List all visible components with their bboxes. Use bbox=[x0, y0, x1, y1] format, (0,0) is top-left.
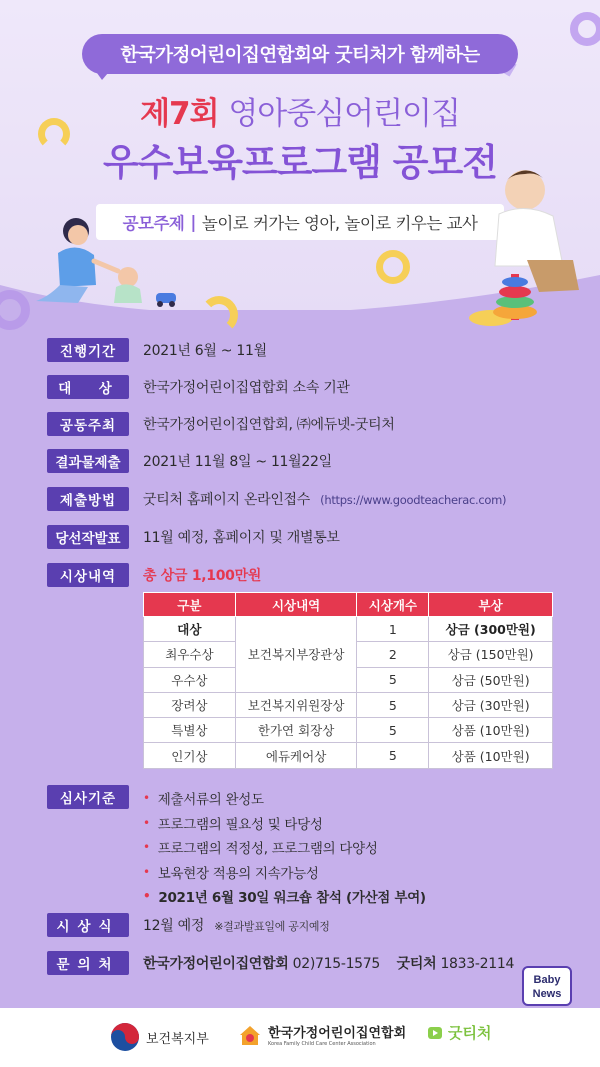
watermark-line-2: News bbox=[532, 988, 562, 1000]
table-row bbox=[144, 743, 553, 768]
announcement-value: 11월 예정, 홈페이지 및 개별통보 bbox=[143, 530, 340, 546]
taeguk-icon bbox=[110, 1022, 140, 1052]
prize-table bbox=[143, 592, 553, 769]
cell-category: 대상 bbox=[144, 617, 236, 642]
contest-main-title: 우수보육프로그램 공모전 bbox=[102, 141, 498, 184]
play-icon bbox=[428, 1027, 442, 1039]
house-icon bbox=[238, 1023, 262, 1047]
cell-prize: 상금 (150만원) bbox=[429, 642, 553, 667]
period-value: 2021년 6월 ~ 11월 bbox=[143, 343, 267, 359]
babynews-watermark bbox=[522, 966, 572, 1006]
row-host bbox=[47, 412, 395, 436]
submission-tag: 결과물제출 bbox=[47, 449, 129, 473]
criteria-text: 프로그램의 적정성, 프로그램의 다양성 bbox=[157, 841, 378, 858]
contact-org-1: 한국가정어린이집연합회 bbox=[143, 956, 289, 972]
method-text: 굿티처 홈페이지 온라인접수 bbox=[143, 492, 310, 508]
purple-ring-decoration bbox=[570, 12, 600, 46]
column-header: 부상 bbox=[429, 593, 553, 617]
row-period bbox=[47, 338, 267, 362]
row-announcement bbox=[47, 525, 340, 549]
edition-number: 제7회 bbox=[140, 96, 219, 132]
goodteacher-logo bbox=[428, 1022, 491, 1043]
cell-category: 장려상 bbox=[144, 692, 236, 717]
list-item bbox=[143, 884, 563, 909]
method-value bbox=[143, 489, 506, 509]
ministry-logo bbox=[110, 1022, 209, 1052]
contact-org-2: 굿티처 bbox=[396, 956, 437, 972]
criteria-tag: 심사기준 bbox=[47, 785, 129, 809]
cell-category: 우수상 bbox=[144, 667, 236, 692]
cell-prize: 상금 (30만원) bbox=[429, 692, 553, 717]
total-prize-value: 총 상금 1,100만원 bbox=[143, 568, 262, 584]
ministry-name: 보건복지부 bbox=[146, 1031, 209, 1047]
period-tag: 진행기간 bbox=[47, 338, 129, 362]
host-value: 한국가정어린이집연합회, ㈜에듀넷-굿티처 bbox=[143, 417, 395, 433]
submission-value: 2021년 11월 8일 ~ 11월22일 bbox=[143, 454, 332, 470]
table-header-row bbox=[144, 593, 553, 617]
cell-count: 2 bbox=[357, 642, 429, 667]
row-criteria bbox=[47, 785, 129, 809]
goodteacher-name: 굿티처 bbox=[448, 1024, 492, 1042]
association-english-name: Korea Family Child Care Center Association bbox=[268, 1041, 376, 1047]
column-header: 시상개수 bbox=[357, 593, 429, 617]
row-target bbox=[47, 375, 350, 399]
association-text bbox=[268, 1022, 406, 1047]
bullet-icon: • bbox=[143, 864, 150, 879]
cell-prize: 상품 (10만원) bbox=[429, 743, 553, 768]
bullet-icon: • bbox=[143, 840, 150, 855]
list-item bbox=[143, 860, 563, 885]
bullet-icon: • bbox=[143, 815, 150, 830]
cell-count: 5 bbox=[357, 667, 429, 692]
row-method bbox=[47, 487, 506, 511]
association-name: 한국가정어린이집연합회 bbox=[268, 1026, 407, 1041]
list-item bbox=[143, 835, 563, 860]
host-tag: 공동주최 bbox=[47, 412, 129, 436]
child-with-ring-toy-illustration bbox=[455, 162, 595, 332]
criteria-text: 제출서류의 완성도 bbox=[157, 792, 264, 809]
bullet-icon: • bbox=[143, 791, 150, 806]
row-ceremony bbox=[47, 913, 330, 937]
method-tag: 제출방법 bbox=[47, 487, 129, 511]
table-row bbox=[144, 617, 553, 642]
yellow-ring-decoration bbox=[200, 296, 238, 334]
row-contact bbox=[47, 951, 514, 975]
teacher-and-baby-illustration bbox=[18, 205, 188, 315]
headline-bubble: 한국가정어린이집연합회와 굿티처가 함께하는 bbox=[82, 34, 518, 74]
ceremony-note: ※결과발표일에 공지예정 bbox=[214, 920, 330, 933]
cell-award: 한가연 회장상 bbox=[235, 718, 357, 743]
watermark-line-1: Baby bbox=[533, 974, 561, 986]
cell-prize: 상금 (50만원) bbox=[429, 667, 553, 692]
goodteacher-url-link[interactable]: (https://www.goodteacherac.com) bbox=[320, 493, 507, 507]
theme-label: 공모주제 bbox=[122, 214, 185, 233]
column-header: 구분 bbox=[144, 593, 236, 617]
cell-award: 보건복지부장관상 bbox=[235, 617, 357, 693]
column-header: 시상내역 bbox=[235, 593, 357, 617]
contact-phone-1: 02)715-1575 bbox=[292, 956, 381, 972]
contact-tag: 문의처 bbox=[47, 951, 129, 975]
ceremony-text: 12월 예정 bbox=[143, 918, 205, 934]
cell-category: 특별상 bbox=[144, 718, 236, 743]
bullet-icon: • bbox=[143, 889, 151, 904]
contact-value bbox=[143, 953, 514, 973]
cell-category: 인기상 bbox=[144, 743, 236, 768]
criteria-text: 보육현장 적용의 지속가능성 bbox=[157, 865, 319, 882]
criteria-list bbox=[143, 786, 563, 909]
bubble-tail bbox=[92, 66, 114, 80]
contact-phone-2: 1833-2114 bbox=[440, 956, 515, 972]
cell-prize: 상품 (10만원) bbox=[429, 718, 553, 743]
row-awards bbox=[47, 563, 261, 587]
cell-count: 5 bbox=[357, 718, 429, 743]
association-logo bbox=[238, 1022, 406, 1047]
table-row bbox=[144, 692, 553, 717]
ceremony-tag: 시상식 bbox=[47, 913, 129, 937]
awards-tag: 시상내역 bbox=[47, 563, 129, 587]
table-row bbox=[144, 718, 553, 743]
ceremony-value bbox=[143, 915, 330, 935]
announcement-tag: 당선작발표 bbox=[47, 525, 129, 549]
cell-count: 5 bbox=[357, 692, 429, 717]
target-value: 한국가정어린이집엽합회 소속 기관 bbox=[143, 380, 350, 396]
theme-separator: | bbox=[190, 212, 196, 232]
contest-edition-title bbox=[0, 88, 600, 133]
criteria-text: 프로그램의 필요성 및 타당성 bbox=[157, 816, 323, 833]
theme-text: 놀이로 커가는 영아, 놀이로 키우는 교사 bbox=[201, 214, 478, 233]
cell-prize: 상금 (300만원) bbox=[429, 617, 553, 642]
cell-category: 최우수상 bbox=[144, 642, 236, 667]
criteria-text: 2021년 6월 30일 워크숍 참석 (가산점 부여) bbox=[158, 890, 426, 907]
list-item bbox=[143, 811, 563, 836]
cell-count: 1 bbox=[357, 617, 429, 642]
list-item bbox=[143, 786, 563, 811]
cell-award: 에듀케어상 bbox=[235, 743, 357, 768]
cell-count: 5 bbox=[357, 743, 429, 768]
target-tag: 대 상 bbox=[47, 375, 129, 399]
cell-award: 보건복지위원장상 bbox=[235, 692, 357, 717]
edition-topic: 영아중심어린이집 bbox=[228, 96, 460, 132]
yellow-ring-decoration bbox=[376, 250, 410, 284]
row-submission bbox=[47, 449, 332, 473]
